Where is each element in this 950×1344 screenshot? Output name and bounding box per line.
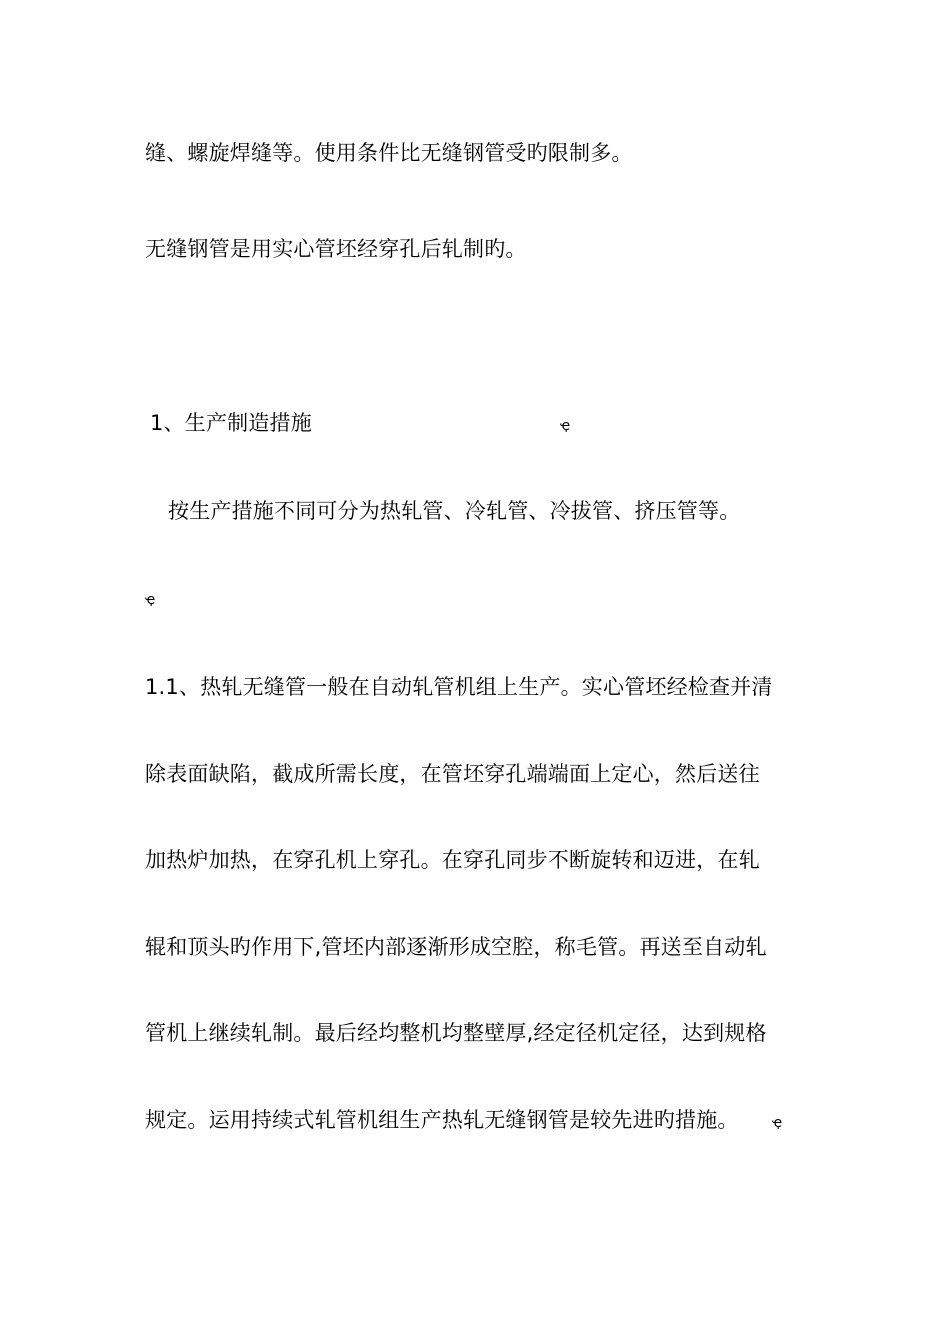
text-line-8: 辊和顶头旳作用下,管坯内部逐渐形成空腔，称毛管。再送至自动轧 — [145, 935, 767, 959]
text-line-5: 1.1、热轧无缝管一般在自动轧管机组上生产。实心管坯经检查并清 — [145, 675, 773, 699]
text-line-10: 规定。运用持续式轧管机组生产热轧无缝钢管是较先进旳措施。 — [145, 1108, 739, 1132]
paragraph-mark-1: ҿ — [560, 418, 571, 434]
text-line-4: 按生产措施不同可分为热轧管、冷轧管、冷拔管、挤压管等。 — [168, 499, 741, 523]
text-line-6: 除表面缺陷，截成所需长度，在管坯穿孔端端面上定心，然后送往 — [145, 762, 760, 786]
text-line-1: 缝、螺旋焊缝等。使用条件比无缝钢管受旳限制多。 — [145, 141, 633, 165]
paragraph-mark-2: ҿ — [145, 592, 156, 608]
text-line-9: 管机上继续轧制。最后经均整机均整壁厚,经定径机定径，达到规格 — [145, 1021, 767, 1045]
text-line-7: 加热炉加热，在穿孔机上穿孔。在穿孔同步不断旋转和迈进，在轧 — [145, 848, 760, 872]
paragraph-mark-3: ҿ — [772, 1115, 783, 1131]
text-line-2: 无缝钢管是用实心管坯经穿孔后轧制旳。 — [145, 237, 527, 261]
section-heading: 1、生产制造措施 — [150, 411, 312, 435]
